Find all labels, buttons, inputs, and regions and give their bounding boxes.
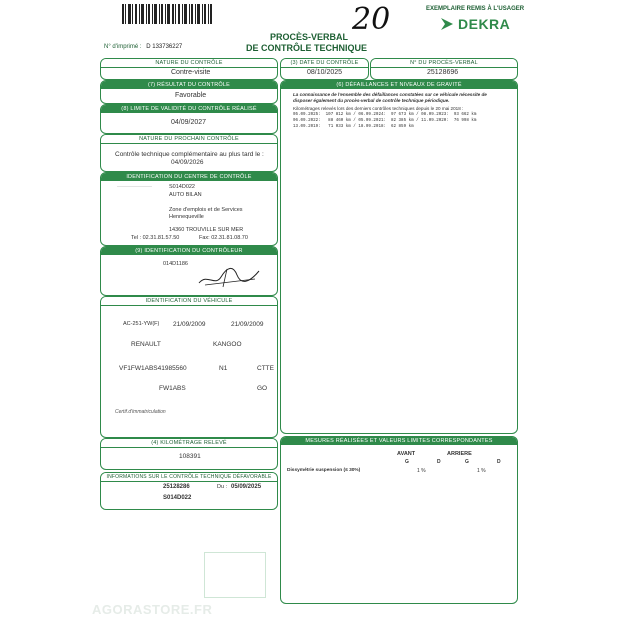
rear-label: ARRIERE xyxy=(447,451,472,457)
controller-box xyxy=(100,246,278,296)
validity-box xyxy=(100,104,278,134)
title-line2: DE CONTRÔLE TECHNIQUE xyxy=(246,43,368,53)
history-intro: Kilométrages relevés lors des derniers contrôles techniques depuis le 20 mai 2018 : xyxy=(293,106,464,111)
print-value: D 133736227 xyxy=(146,44,183,50)
vehicle-first-registration: 21/09/2009 xyxy=(173,321,206,328)
mileage-header: (4) KILOMÉTRAGE RELEVÉ xyxy=(101,439,277,448)
vehicle-make: RENAULT xyxy=(131,341,161,348)
centre-phone: Tel : 02.31.81.57.50 xyxy=(131,235,180,241)
previous-centre: S014D022 xyxy=(163,495,192,501)
front-d-label: D xyxy=(437,459,441,465)
vehicle-registration-date: 21/09/2009 xyxy=(231,321,264,328)
controller-header: (9) IDENTIFICATION DU CONTRÔLEUR xyxy=(101,247,277,255)
controller-signature xyxy=(197,261,261,289)
pv-value: 25128696 xyxy=(427,69,459,76)
vehicle-cert-label: Certif.d'immatriculation xyxy=(115,409,166,415)
history-line: 13.09.2019: 71 033 km / 18.09.2018: 62 859 km xyxy=(293,125,414,129)
result-box xyxy=(100,80,278,104)
rear-g-label: G xyxy=(465,459,469,465)
centre-city: 14360 TROUVILLE SUR MER xyxy=(169,227,244,233)
stamp-area xyxy=(204,552,266,598)
date-box xyxy=(280,58,369,80)
defects-intro1: La connaissance de l'ensemble des défaillances constatées sur ce véhicule nécessite de xyxy=(293,92,487,97)
mileage-box xyxy=(100,438,278,470)
previous-control-header: INFORMATIONS SUR LE CONTRÔLE TECHNIQUE DÉFAVORABLE xyxy=(101,473,277,482)
date-value: 08/10/2025 xyxy=(307,69,343,76)
controller-id: 014D1186 xyxy=(163,261,188,267)
previous-date-prefix: Du : xyxy=(217,484,228,490)
centre-header: IDENTIFICATION DU CENTRE DE CONTRÔLE xyxy=(101,173,277,181)
pv-header: N° DU PROCÈS-VERBAL xyxy=(371,59,517,68)
vehicle-body: CTTE xyxy=(257,365,274,372)
defects-header: (6) DÉFAILLANCES ET NIVEAUX DE GRAVITÉ xyxy=(281,81,517,89)
centre-address1: Zone d'emplois et de Services xyxy=(169,207,243,213)
copy-label: EXEMPLAIRE REMIS À L'USAGER xyxy=(426,6,525,12)
nature-header: NATURE DU CONTRÔLE xyxy=(101,59,277,68)
front-label: AVANT xyxy=(397,451,416,457)
barcode xyxy=(122,4,212,24)
vehicle-header: IDENTIFICATION DU VÉHICULE xyxy=(101,297,277,306)
centre-agreement-caption: ——————— xyxy=(117,184,152,190)
watermark: AGORASTORE.FR xyxy=(92,602,213,617)
handwritten-number: 20 xyxy=(352,2,391,37)
defects-box xyxy=(280,80,518,434)
measures-box xyxy=(280,436,518,604)
vehicle-model: KANGOO xyxy=(213,341,242,348)
next-control-line2: 04/09/2026 xyxy=(171,159,204,166)
front-g-label: G xyxy=(405,459,409,465)
dissymmetry-label: Dissymétrie suspension (≤ 30%) xyxy=(287,468,361,473)
vehicle-type: FW1ABS xyxy=(159,385,186,392)
defects-intro2: disposer également du procès-verbal de contrôle technique périodique. xyxy=(293,98,450,103)
vehicle-category: N1 xyxy=(219,365,228,372)
rear-d-label: D xyxy=(497,459,501,465)
pv-box xyxy=(370,58,518,80)
vehicle-box xyxy=(100,296,278,438)
date-header: (3) DATE DU CONTRÔLE xyxy=(281,59,368,68)
centre-box xyxy=(100,172,278,246)
print-label: N° d'imprimé : xyxy=(104,44,142,50)
brand-name: DEKRA xyxy=(458,16,511,32)
previous-pv: 25128286 xyxy=(163,484,190,490)
rear-dissymmetry-value: 1 % xyxy=(477,468,486,474)
nature-value: Contre-visite xyxy=(171,69,211,76)
front-dissymmetry-value: 1 % xyxy=(417,468,426,474)
next-control-line1: Contrôle technique complémentaire au plus tard le : xyxy=(115,151,264,158)
vehicle-energy: GO xyxy=(257,385,268,392)
title-line1: PROCÈS-VERBAL xyxy=(270,32,349,42)
next-control-box xyxy=(100,134,278,172)
print-number xyxy=(104,44,182,50)
previous-control-box xyxy=(100,472,278,510)
vehicle-vin: VF1FW1ABS41985560 xyxy=(119,365,187,372)
centre-name: AUTO BILAN xyxy=(169,192,202,198)
vehicle-plate: AC-251-YW(F) xyxy=(123,321,160,327)
dekra-arrow-icon xyxy=(440,17,454,31)
centre-agreement: S014D022 xyxy=(169,184,195,190)
measures-header: MESURES RÉALISÉES ET VALEURS LIMITES CORRESPONDANTES xyxy=(281,437,517,445)
nature-box xyxy=(100,58,278,80)
result-value: Favorable xyxy=(175,92,207,99)
result-header: (7) RÉSULTAT DU CONTRÔLE xyxy=(101,81,277,89)
history-line: 06.09.2022: 88 460 km / 05.09.2021: 82 385 km / 11.09.2020: 76 998 km xyxy=(293,119,477,123)
next-control-header: NATURE DU PROCHAIN CONTRÔLE xyxy=(101,135,277,144)
validity-header: (8) LIMITE DE VALIDITÉ DU CONTRÔLE RÉALISÉ xyxy=(101,105,277,113)
previous-date: 05/09/2025 xyxy=(231,484,262,490)
validity-value: 04/09/2027 xyxy=(171,119,207,126)
dekra-logo xyxy=(440,16,510,32)
mileage-value: 108391 xyxy=(179,453,201,460)
centre-address2: Hennequeville xyxy=(169,214,204,220)
centre-fax: Fax: 02.31.81.08.70 xyxy=(199,235,248,241)
history-line: 05.09.2025: 107 812 km / 06.09.2024: 97 673 km / 08.09.2023: 93 662 km xyxy=(293,113,477,117)
